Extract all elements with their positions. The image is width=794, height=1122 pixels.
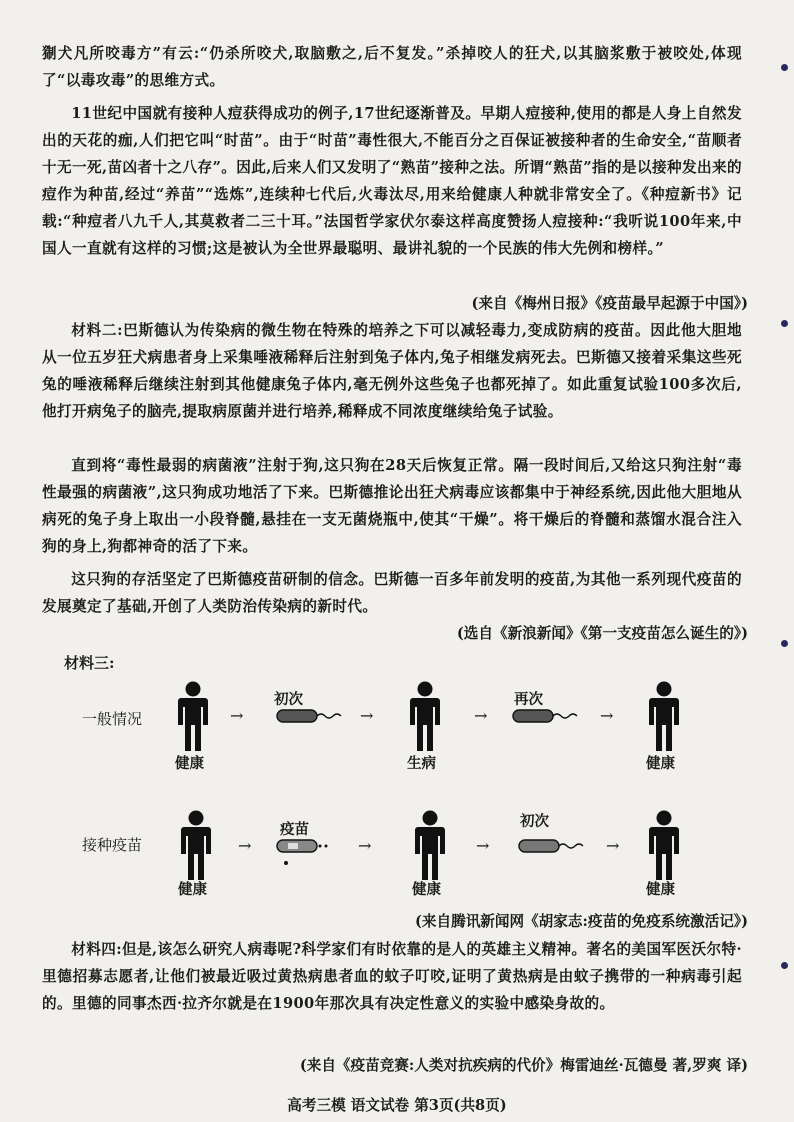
binding-dot	[781, 640, 788, 647]
material2-paragraph-1: 材料二:巴斯德认为传染病的微生物在特殊的培养之下可以减轻毒力,变成防病的疫苗。因此他大胆地从一位五岁狂犬病患者身上采集唾液稀释后注射到兔子体内,兔子相继发病死去。巴斯德又接着采集这些死兔的唾液稀释后继续注射到其他健康兔子体内,毫无例外这些兔子也都死掉了。如此重复试验100多次后,他打开病兔子的脑壳,提取病原菌并进行培养,稀释成不同浓度继续给兔子试验。	[42, 322, 742, 420]
arrow-icon: →	[358, 836, 372, 855]
germ-icon	[512, 708, 582, 724]
arrow-icon: →	[360, 706, 374, 725]
binding-dot	[781, 320, 788, 327]
germ-label: 初次	[274, 691, 303, 708]
germ-icon	[518, 838, 588, 854]
binding-dot	[781, 962, 788, 969]
person-state-label: 生病	[407, 755, 436, 772]
material1-intro-paragraph: 猘犬凡所咬毒方”有云:“仍杀所咬犬,取脑敷之,后不复发。”杀掉咬人的狂犬,以其脑浆敷于被咬处,体现了“以毒攻毒”的思维方式。	[42, 45, 742, 89]
person-icon	[176, 810, 216, 882]
person-icon	[405, 681, 445, 753]
vaccine-germ-icon	[276, 838, 342, 868]
person-icon	[173, 681, 213, 753]
row-label-vaccinated: 接种疫苗	[82, 836, 143, 854]
arrow-icon: →	[600, 706, 614, 725]
material4-paragraph: 材料四:但是,该怎么研究人病毒呢?科学家们有时依靠的是人的英雄主义精神。著名的美国军医沃尔特·里德招募志愿者,让他们被最近吸过黄热病患者血的蚊子叮咬,证明了黄热病是由蚊子携带的一种病毒引起的。里德的同事杰西·拉齐尔就是在1900年那次具有决定性意义的实验中感染身故的。	[42, 941, 742, 1012]
arrow-icon: →	[474, 706, 488, 725]
germ-label: 初次	[520, 813, 549, 830]
germ-label: 再次	[514, 691, 543, 708]
person-icon	[410, 810, 450, 882]
row-label-general: 一般情况	[82, 710, 143, 728]
material3-source: (来自腾讯新闻网《胡家志:疫苗的免疫系统激活记》)	[415, 913, 748, 930]
arrow-icon: →	[606, 836, 620, 855]
arrow-icon: →	[238, 836, 252, 855]
arrow-icon: →	[476, 836, 490, 855]
person-icon	[644, 681, 684, 753]
germ-icon	[276, 708, 342, 724]
material1-source: (来自《梅州日报》《疫苗最早起源于中国》)	[471, 295, 748, 312]
material2-source: (选自《新浪新闻》《第一支疫苗怎么诞生的》)	[456, 625, 748, 642]
person-icon	[644, 810, 684, 882]
material2-paragraph-3: 这只狗的存活坚定了巴斯德疫苗研制的信念。巴斯德一百多年前发明的疫苗,为其他一系列现代疫苗的发展奠定了基础,开创了人类防治传染病的新时代。	[42, 571, 742, 615]
binding-dot	[781, 64, 788, 71]
person-state-label: 健康	[178, 881, 207, 898]
person-state-label: 健康	[412, 881, 441, 898]
vaccine-label: 疫苗	[280, 821, 309, 838]
arrow-icon: →	[230, 706, 244, 725]
material4-source: (来自《疫苗竞赛:人类对抗疾病的代价》梅雷迪丝·瓦德曼 著,罗爽 译)	[299, 1057, 748, 1074]
page-footer: 高考三模 语文试卷 第3页(共8页)	[287, 1097, 507, 1114]
material2-paragraph-2: 直到将“毒性最弱的病菌液”注射于狗,这只狗在28天后恢复正常。隔一段时间后,又给这只狗注射“毒性最强的病菌液”,这只狗成功地活了下来。巴斯德推论出狂犬病毒应该都集中于神经系统,因此他大胆地从病死的兔子身上取出一小段脊髓,悬挂在一支无菌烧瓶中,使其“干燥”。将干燥后的脊髓和蒸馏水混合注入狗的身上,狗都神奇的活了下来。	[42, 457, 742, 555]
material3-title: 材料三:	[64, 654, 115, 672]
material1-paragraph: 11世纪中国就有接种人痘获得成功的例子,17世纪逐渐普及。早期人痘接种,使用的都是人身上自然发出的天花的痂,人们把它叫“时苗”。由于“时苗”毒性很大,不能百分之百保证被接种者的生命安全,“苗顺者十无一死,苗凶者十之八存”。因此,后来人们又发明了“熟苗”接种之法。所谓“熟苗”指的是以接种发出来的痘作为种苗,经过“养苗”“选炼”,连续种七代后,火毒汰尽,用来给健康人种就非常安全了。《种痘新书》记载:“种痘者八九千人,其莫救者二三十耳。”法国哲学家伏尔泰这样高度赞扬人痘接种:“我听说100年来,中国人一直就有这样的习惯;这是被认为全世界最聪明、最讲礼貌的一个民族的伟大先例和榜样。”	[42, 105, 742, 257]
person-state-label: 健康	[175, 755, 204, 772]
person-state-label: 健康	[646, 881, 675, 898]
person-state-label: 健康	[646, 755, 675, 772]
